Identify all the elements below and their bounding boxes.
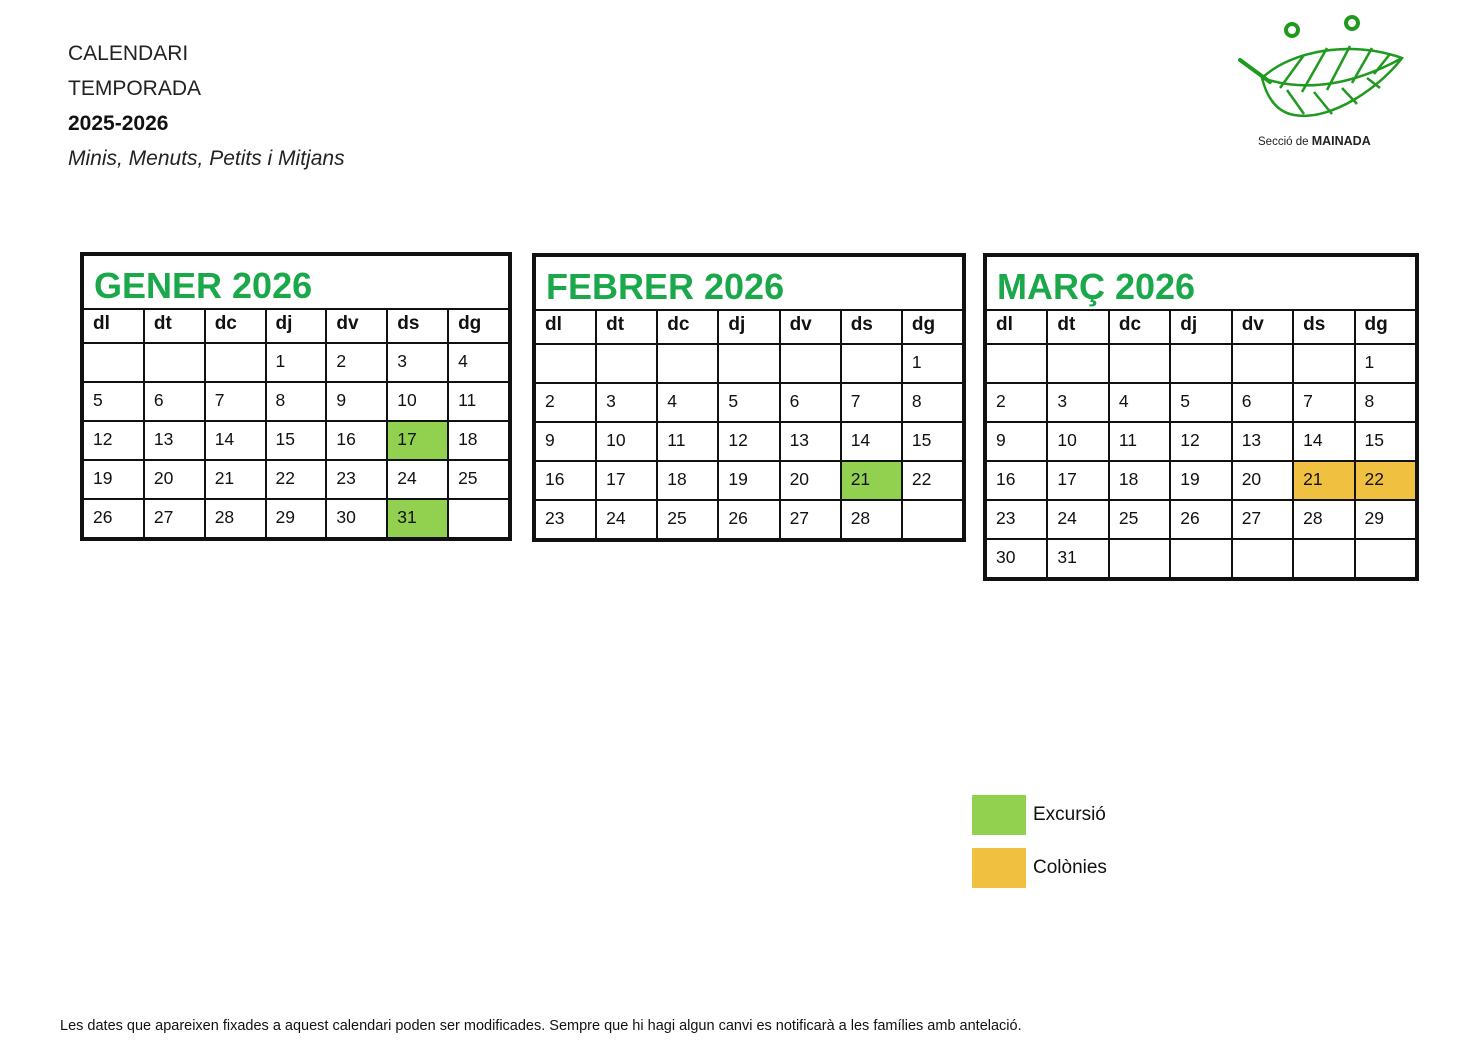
weekday-header-row — [986, 310, 1416, 344]
header-line-temporada: TEMPORADA — [68, 77, 202, 100]
legend-item-excursio — [972, 795, 1107, 835]
calendar-day-cell: 27 — [144, 499, 205, 538]
calendar-day-cell: 20 — [1232, 461, 1293, 500]
legend-item-colonies — [972, 848, 1107, 888]
calendar-week-row — [83, 421, 509, 460]
calendar-day-cell: 29 — [1355, 500, 1416, 539]
logo-caption-bold: MAINADA — [1311, 134, 1371, 148]
calendar-empty-cell — [986, 344, 1047, 383]
weekday-label: ds — [1293, 310, 1354, 344]
calendar-empty-cell — [1109, 344, 1170, 383]
calendar-empty-cell — [448, 499, 509, 538]
calendar-day-cell: 23 — [326, 460, 387, 499]
calendar-day-cell: 16 — [326, 421, 387, 460]
calendar-empty-cell — [1047, 344, 1108, 383]
calendar-day-cell: 7 — [205, 382, 266, 421]
calendar-day-cell: 19 — [83, 460, 144, 499]
calendar-day-cell: 21 — [205, 460, 266, 499]
calendar-week-row — [986, 422, 1416, 461]
weekday-label: dc — [657, 310, 718, 344]
calendar-empty-cell — [780, 344, 841, 383]
weekday-label: ds — [841, 310, 902, 344]
calendar-day-cell: 6 — [144, 382, 205, 421]
calendar-day-cell: 10 — [1047, 422, 1108, 461]
document-header — [68, 36, 345, 176]
calendar-day-cell: 24 — [387, 460, 448, 499]
calendar-day-cell: 31 — [387, 499, 448, 538]
calendar-day-cell: 5 — [1170, 383, 1231, 422]
header-line-calendari: CALENDARI — [68, 42, 189, 65]
legend-swatch-colonies — [972, 848, 1026, 888]
calendar-day-cell: 31 — [1047, 539, 1108, 578]
calendar-day-cell: 16 — [986, 461, 1047, 500]
calendar-day-cell: 2 — [326, 343, 387, 382]
calendar-empty-cell — [1109, 539, 1170, 578]
calendar-day-cell: 30 — [986, 539, 1047, 578]
disclaimer-footer: Les dates que apareixen fixades a aquest calendari poden ser modificades. Sempre que hi hagi algun canvi es notificarà a les famílies amb antelació. — [60, 1018, 1022, 1034]
calendar-day-cell: 10 — [596, 422, 657, 461]
calendar-empty-cell — [83, 343, 144, 382]
calendar-week-row — [535, 500, 963, 539]
logo-caption — [1258, 134, 1371, 148]
calendar-day-cell: 2 — [535, 383, 596, 422]
calendar-empty-cell — [205, 343, 266, 382]
weekday-label: dc — [205, 309, 266, 343]
calendar-day-cell: 22 — [1355, 461, 1416, 500]
weekday-label: dv — [326, 309, 387, 343]
weekday-label: dt — [596, 310, 657, 344]
calendar-day-cell: 6 — [1232, 383, 1293, 422]
calendar-empty-cell — [718, 344, 779, 383]
calendar-day-cell: 26 — [83, 499, 144, 538]
calendar-day-cell: 24 — [596, 500, 657, 539]
calendar-week-row — [986, 539, 1416, 578]
calendar-day-cell: 13 — [144, 421, 205, 460]
calendar-day-cell: 27 — [1232, 500, 1293, 539]
calendar-empty-cell — [1232, 344, 1293, 383]
calendar-day-cell: 26 — [718, 500, 779, 539]
calendar-week-row — [83, 382, 509, 421]
calendar-day-cell: 5 — [83, 382, 144, 421]
weekday-label: dj — [1170, 310, 1231, 344]
calendar-day-cell: 11 — [448, 382, 509, 421]
calendar-day-cell: 1 — [1355, 344, 1416, 383]
calendar-day-cell: 22 — [902, 461, 963, 500]
weekday-label: dl — [986, 310, 1047, 344]
calendar-day-cell: 14 — [205, 421, 266, 460]
calendar-week-row — [535, 383, 963, 422]
legend-label: Excursió — [1033, 804, 1106, 825]
calendar-empty-cell — [1293, 539, 1354, 578]
weekday-header-row — [535, 310, 963, 344]
calendar-day-cell: 12 — [718, 422, 779, 461]
calendar-day-cell: 15 — [902, 422, 963, 461]
calendar-day-cell: 4 — [448, 343, 509, 382]
calendar-day-cell: 10 — [387, 382, 448, 421]
weekday-header-row — [83, 309, 509, 343]
calendar-day-cell: 9 — [326, 382, 387, 421]
calendar-day-cell: 13 — [1232, 422, 1293, 461]
calendar-empty-cell — [596, 344, 657, 383]
header-groups: Minis, Menuts, Petits i Mitjans — [68, 147, 345, 170]
calendar-day-cell: 28 — [841, 500, 902, 539]
calendar-day-cell: 3 — [387, 343, 448, 382]
weekday-label: ds — [387, 309, 448, 343]
month-title: GENER 2026 — [83, 255, 509, 309]
calendar-week-row — [986, 500, 1416, 539]
calendar-day-cell: 18 — [657, 461, 718, 500]
calendar-day-cell: 23 — [535, 500, 596, 539]
calendar-empty-cell — [657, 344, 718, 383]
weekday-label: dt — [144, 309, 205, 343]
calendar-day-cell: 23 — [986, 500, 1047, 539]
calendar-day-cell: 25 — [448, 460, 509, 499]
calendar-week-row — [986, 383, 1416, 422]
calendar-day-cell: 17 — [596, 461, 657, 500]
calendar-day-cell: 17 — [387, 421, 448, 460]
calendar-empty-cell — [1170, 539, 1231, 578]
calendar-empty-cell — [535, 344, 596, 383]
calendar-day-cell: 11 — [657, 422, 718, 461]
calendar-month-marc — [983, 253, 1419, 581]
calendar-day-cell: 25 — [657, 500, 718, 539]
weekday-label: dc — [1109, 310, 1170, 344]
weekday-label: dt — [1047, 310, 1108, 344]
calendar-empty-cell — [841, 344, 902, 383]
calendar-day-cell: 9 — [535, 422, 596, 461]
calendar-day-cell: 1 — [902, 344, 963, 383]
calendar-day-cell: 25 — [1109, 500, 1170, 539]
calendar-week-row — [83, 499, 509, 538]
calendar-day-cell: 18 — [1109, 461, 1170, 500]
calendar-day-cell: 15 — [1355, 422, 1416, 461]
calendar-day-cell: 20 — [144, 460, 205, 499]
calendar-empty-cell — [1170, 344, 1231, 383]
calendar-day-cell: 8 — [902, 383, 963, 422]
calendar-day-cell: 20 — [780, 461, 841, 500]
weekday-label: dg — [902, 310, 963, 344]
calendar-week-row — [83, 343, 509, 382]
calendar-day-cell: 21 — [1293, 461, 1354, 500]
calendar-day-cell: 18 — [448, 421, 509, 460]
calendar-month-gener — [80, 252, 512, 541]
calendar-day-cell: 8 — [1355, 383, 1416, 422]
calendar-week-row — [535, 422, 963, 461]
weekday-label: dv — [780, 310, 841, 344]
legend — [972, 795, 1107, 901]
logo-caption-prefix: Secció de — [1258, 136, 1309, 148]
legend-label: Colònies — [1033, 857, 1107, 878]
month-title: FEBRER 2026 — [535, 256, 963, 310]
calendar-day-cell: 13 — [780, 422, 841, 461]
calendar-week-row — [986, 344, 1416, 383]
calendar-day-cell: 19 — [1170, 461, 1231, 500]
calendar-day-cell: 1 — [266, 343, 327, 382]
calendar-day-cell: 5 — [718, 383, 779, 422]
calendar-week-row — [535, 461, 963, 500]
calendar-week-row — [535, 344, 963, 383]
calendar-day-cell: 3 — [596, 383, 657, 422]
calendar-day-cell: 15 — [266, 421, 327, 460]
calendar-empty-cell — [144, 343, 205, 382]
calendar-day-cell: 19 — [718, 461, 779, 500]
calendar-month-febrer — [532, 253, 966, 542]
weekday-label: dj — [266, 309, 327, 343]
calendar-week-row — [986, 461, 1416, 500]
calendar-day-cell: 12 — [1170, 422, 1231, 461]
weekday-label: dg — [1355, 310, 1416, 344]
calendar-day-cell: 8 — [266, 382, 327, 421]
weekday-label: dl — [535, 310, 596, 344]
calendar-day-cell: 6 — [780, 383, 841, 422]
calendar-day-cell: 2 — [986, 383, 1047, 422]
calendar-empty-cell — [1293, 344, 1354, 383]
calendar-day-cell: 28 — [205, 499, 266, 538]
calendar-day-cell: 12 — [83, 421, 144, 460]
calendar-empty-cell — [1355, 539, 1416, 578]
weekday-label: dv — [1232, 310, 1293, 344]
calendar-day-cell: 3 — [1047, 383, 1108, 422]
calendar-day-cell: 14 — [841, 422, 902, 461]
calendar-day-cell: 11 — [1109, 422, 1170, 461]
calendar-day-cell: 17 — [1047, 461, 1108, 500]
calendar-day-cell: 4 — [1109, 383, 1170, 422]
calendar-day-cell: 29 — [266, 499, 327, 538]
calendar-day-cell: 27 — [780, 500, 841, 539]
calendar-day-cell: 14 — [1293, 422, 1354, 461]
calendar-day-cell: 28 — [1293, 500, 1354, 539]
weekday-label: dg — [448, 309, 509, 343]
weekday-label: dj — [718, 310, 779, 344]
calendar-empty-cell — [1232, 539, 1293, 578]
calendar-day-cell: 26 — [1170, 500, 1231, 539]
calendar-day-cell: 9 — [986, 422, 1047, 461]
calendar-day-cell: 22 — [266, 460, 327, 499]
calendar-day-cell: 7 — [1293, 383, 1354, 422]
calendar-day-cell: 7 — [841, 383, 902, 422]
calendar-day-cell: 4 — [657, 383, 718, 422]
calendar-day-cell: 16 — [535, 461, 596, 500]
month-title: MARÇ 2026 — [986, 256, 1416, 310]
calendar-day-cell: 30 — [326, 499, 387, 538]
header-season: 2025-2026 — [68, 112, 169, 135]
calendar-week-row — [83, 460, 509, 499]
calendar-day-cell: 24 — [1047, 500, 1108, 539]
weekday-label: dl — [83, 309, 144, 343]
legend-swatch-excursio — [972, 795, 1026, 835]
calendar-empty-cell — [902, 500, 963, 539]
calendar-day-cell: 21 — [841, 461, 902, 500]
